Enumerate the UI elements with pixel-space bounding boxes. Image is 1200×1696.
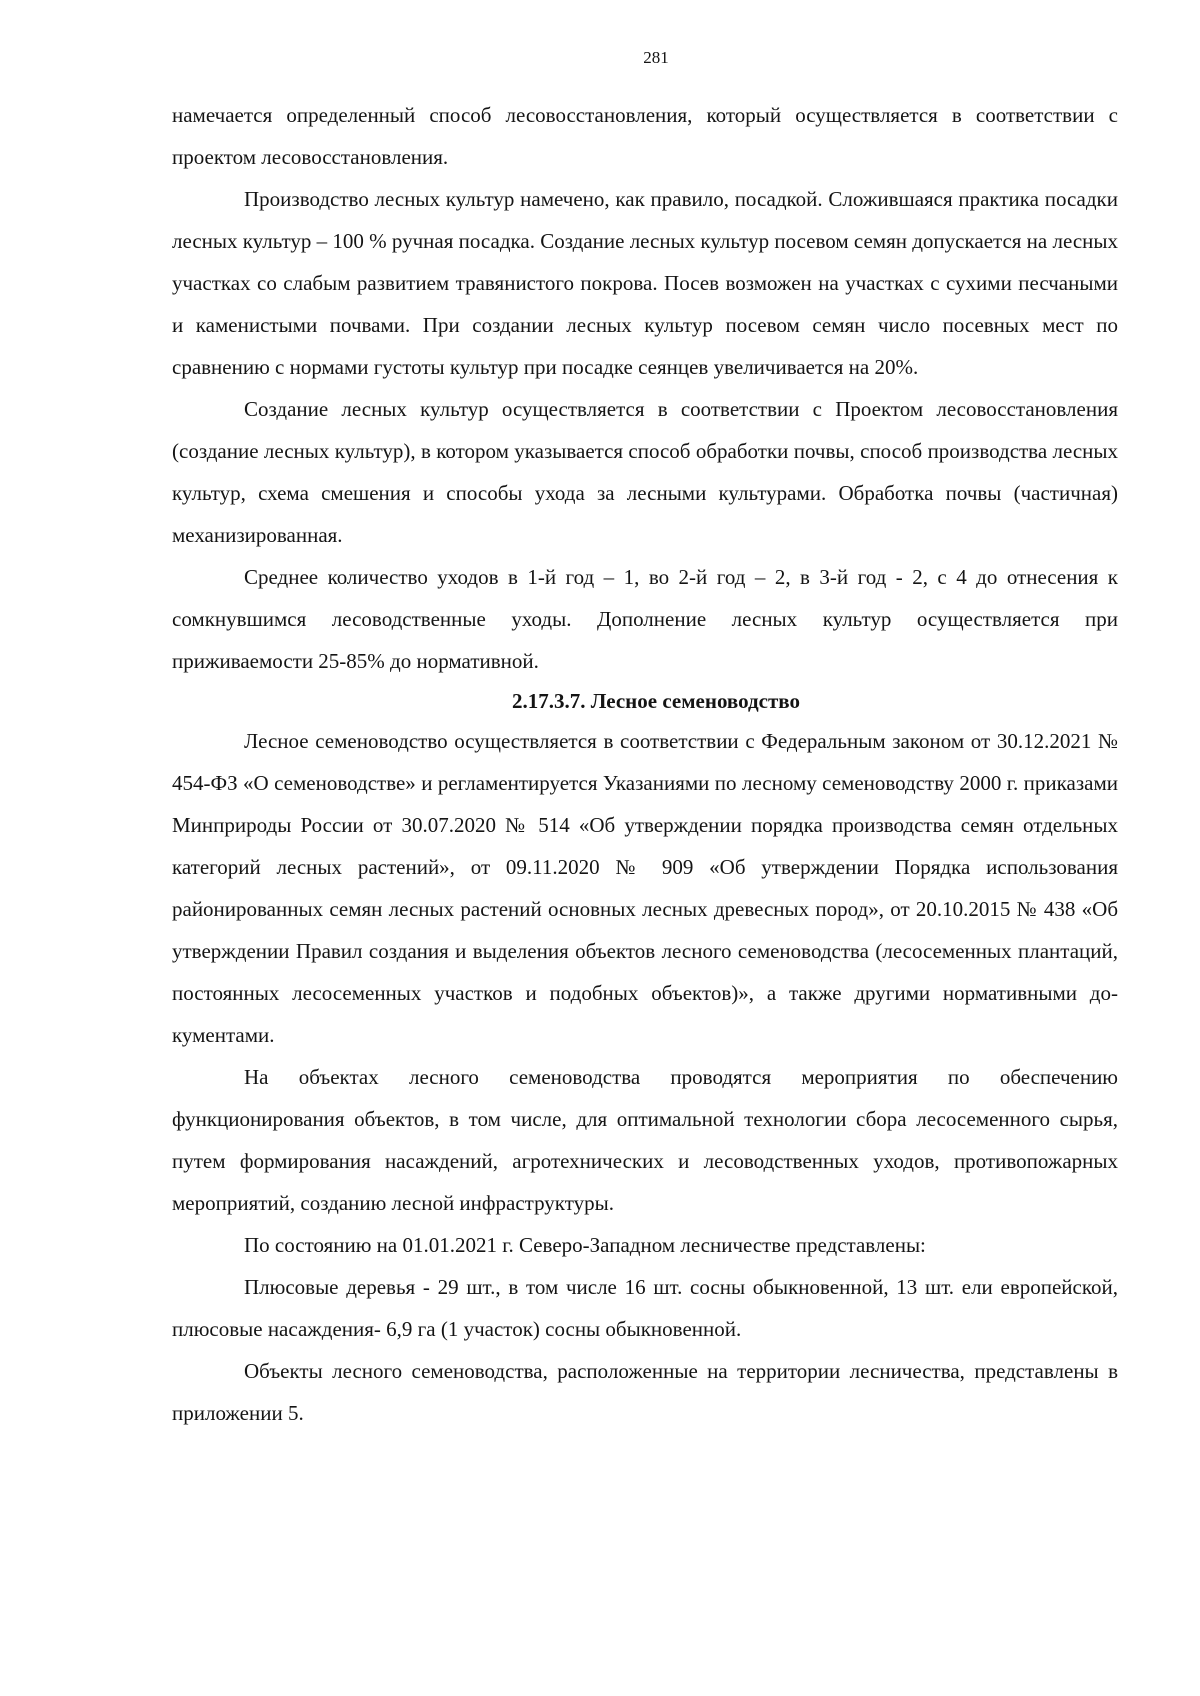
paragraph-forest-cultures-project: Создание лесных культур осуществляется в соответствии с Проектом лесовосстановления (создание лесных культур), в котором указывается способ обработки почвы, способ производства лесных культур, схема смешения и способы ухода за лесными культурами. Обработка почвы (частичная) механизированная. — [172, 397, 1118, 547]
paragraph-status-date: По состоянию на 01.01.2021 г. Северо-Западном лесничестве представлены: — [244, 1233, 926, 1257]
paragraph-plus-trees: Плюсовые деревья - 29 шт., в том числе 16 шт. сосны обыкновенной, 13 шт. ели европейской, плюсовые насаждения- 6,9 га (1 участок) сосны обыкновенной. — [172, 1275, 1118, 1341]
paragraph-appendix-reference: Объекты лесного семеноводства, расположенные на территории лесничества, представлены в приложении 5. — [172, 1359, 1118, 1425]
paragraph-seed-objects-measures: На объектах лесного семеноводства проводятся мероприятия по обеспечению функционирования объектов, в том числе, для оптимальной технологии сбора лесосеменного сырья, путем формирования насаждений, агротехнических и лесоводственных уходов, противопожарных мероприятий, созданию лесной инфраструктуры. — [172, 1065, 1118, 1215]
paragraph-forest-cultures-production: Производство лесных культур намечено, как правило, посадкой. Сложившаяся практика посадки лесных культур – 100 % ручная посадка. Создание лесных культур посевом семян допускается на лесных участках со слабым развитием травянистого покрова. Посев возможен на участках с сухими песчаными и каменистыми почвами. При создании лесных культур посевом семян число посевных мест по сравнению с нормами густоты культур при посадке сеянцев увеличивается на 20%. — [172, 187, 1118, 379]
paragraph-continuation: намечается определенный способ лесовосстановления, который осуществляется в соответствии с проектом лесовосстановления. — [172, 103, 1118, 169]
paragraph-seed-law: Лесное семеноводство осуществляется в соответствии с Федеральным законом от 30.12.2021 № 454-ФЗ «О семеноводстве» и регламентируется Указаниями по лесному семеноводству 2000 г. приказами Минприроды России от 30.07.2020 № 514 «Об утверждении порядка производства семян отдельных категорий лесных растений», от 09.11.2020 № 909 «Об утверждении Порядка использования районированных семян лесных растений основных лесных древесных пород», от 20.10.2015 № 438 «Об утверждении Правил создания и выделения объектов лесного семеноводства (лесосеменных плантаций, постоянных лесосеменных участков и подобных объектов)», а также другими нормативными документами. — [172, 729, 1118, 1047]
section-heading: 2.17.3.7. Лесное семеноводство — [512, 689, 800, 713]
document-page — [172, 48, 1118, 1434]
page-number: 281 — [643, 48, 669, 67]
paragraph-care-count: Среднее количество уходов в 1-й год – 1, во 2-й год – 2, в 3-й год - 2, с 4 до отнесения к сомкнувшимся лесоводственные уходы. Дополнение лесных культур осуществляется при приживаемости 25-85% до нормативной. — [172, 565, 1118, 673]
